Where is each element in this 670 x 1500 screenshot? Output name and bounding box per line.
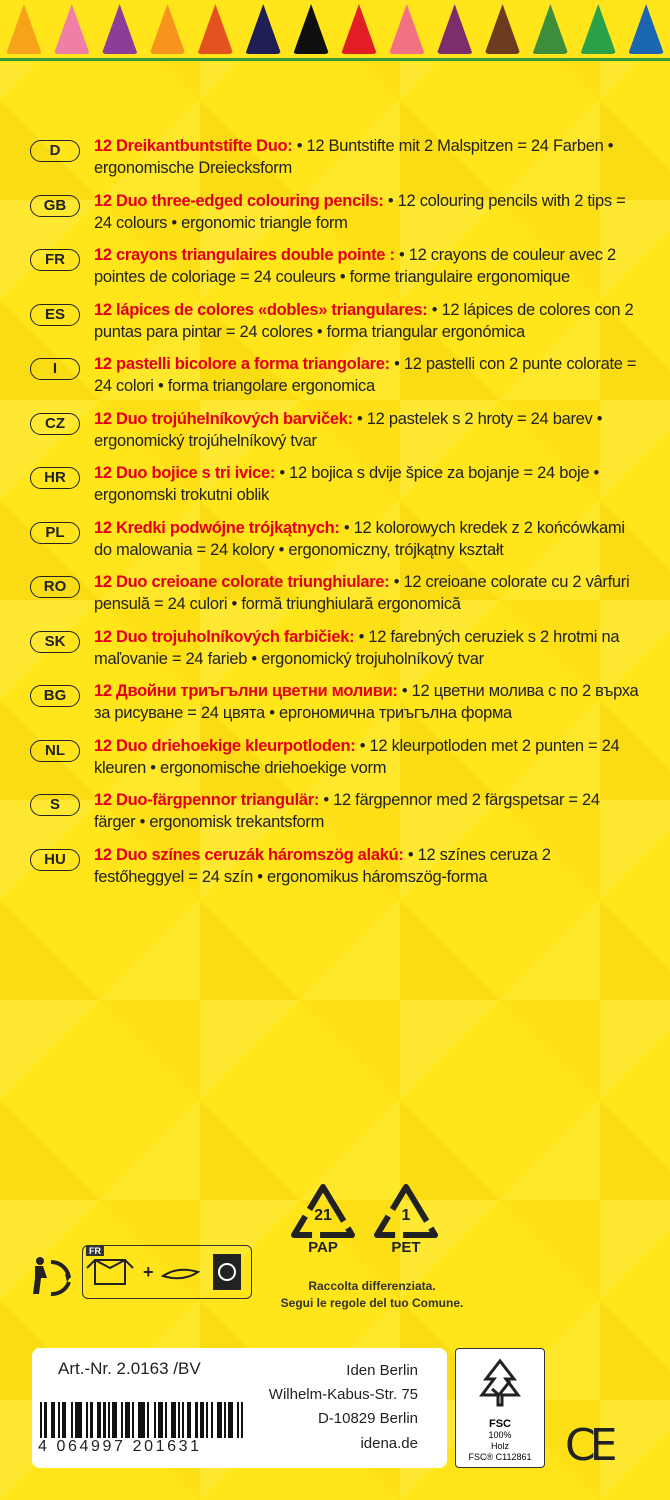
language-entry	[30, 517, 640, 572]
product-details: • 12 lápices de colores con 2 puntas para pintar = 24 colores • forma triangular ergonómica	[94, 300, 634, 341]
fsc-percent: 100%	[488, 1430, 512, 1440]
recycle-pet	[366, 1183, 446, 1256]
pap-number: 21	[314, 1207, 332, 1224]
language-description	[94, 408, 640, 452]
tree-check-icon	[470, 1355, 530, 1411]
website: idena.de	[360, 1435, 418, 1452]
fsc-logo	[455, 1348, 545, 1468]
product-details: • 12 цветни молива с по 2 върха за рисуване = 24 цвята • ергономична триъгълна форма	[94, 682, 639, 722]
pencil-tip	[287, 0, 335, 58]
language-entry	[30, 571, 640, 626]
pet-label: PET	[391, 1239, 421, 1256]
pencil-tip	[335, 0, 383, 58]
raccolta-line2: Segui le regole del tuo Comune.	[280, 1296, 464, 1310]
ce-mark: CE	[565, 1420, 612, 1471]
product-title: 12 Duo trojuholníkových farbičiek:	[94, 627, 355, 646]
language-code-badge: HU	[30, 849, 80, 871]
product-details: • 12 Buntstifte mit 2 Malspitzen = 24 Farben • ergonomische Dreiecksform	[94, 137, 614, 177]
language-code-badge: BG	[30, 685, 80, 707]
article-number: Art.-Nr. 2.0163 /BV	[58, 1359, 201, 1378]
ean-number: 4 064997 201631	[38, 1438, 202, 1455]
language-entry	[30, 408, 640, 463]
language-code-badge: FR	[30, 249, 80, 271]
language-description	[94, 353, 640, 397]
product-title: 12 Duo driehoekige kleurpotloden:	[94, 736, 356, 755]
pencil-tip	[622, 0, 670, 58]
raccolta-note	[272, 1278, 472, 1312]
fsc-material: Holz	[490, 1441, 509, 1451]
language-entry	[30, 244, 640, 299]
pencil-tip	[144, 0, 192, 58]
product-title: 12 crayons triangulaires double pointe :	[94, 246, 395, 264]
language-description	[94, 680, 640, 724]
company-name: Iden Berlin	[346, 1362, 418, 1379]
language-entry	[30, 353, 640, 408]
product-details: • 12 creioane colorate cu 2 vârfuri pensulă = 24 culori • formă triunghiulară ergonomică	[94, 573, 630, 613]
product-title: 12 Duo bojice s tri ivice:	[94, 464, 276, 482]
language-code-badge: RO	[30, 576, 80, 598]
product-title: 12 Двойни триъгълни цветни моливи:	[94, 682, 398, 700]
fr-sorting-info	[82, 1245, 252, 1299]
pencil-tip	[239, 0, 287, 58]
language-code-badge: PL	[30, 522, 80, 544]
product-details: • 12 colouring pencils with 2 tips = 24 colours • ergonomic triangle form	[94, 191, 626, 232]
language-description	[94, 735, 640, 779]
product-title: 12 Duo creioane colorate triunghiulare:	[94, 573, 390, 591]
product-title: 12 Duo three-edged colouring pencils:	[94, 191, 384, 210]
language-code-badge: NL	[30, 740, 80, 762]
language-description	[94, 190, 640, 234]
product-details: • 12 kleurpotloden met 2 punten = 24 kleuren • ergonomische driehoekige vorm	[94, 736, 620, 777]
language-entry	[30, 462, 640, 517]
language-entry	[30, 299, 640, 354]
product-title: 12 Kredki podwójne trójkątnych:	[94, 518, 340, 537]
street: Wilhelm-Kabus-Str. 75	[268, 1386, 418, 1403]
product-details: • 12 színes ceruza 2 festőheggyel = 24 szín • ergonomikus háromszög-forma	[94, 845, 551, 886]
language-description	[94, 462, 640, 506]
fsc-code: FSC® C112861	[468, 1452, 532, 1462]
barcode	[40, 1402, 250, 1438]
language-description	[94, 299, 640, 343]
fr-tag: FR	[86, 1246, 104, 1256]
address	[269, 1359, 418, 1431]
recycle-pap	[283, 1183, 363, 1256]
language-entry	[30, 190, 640, 245]
language-entry	[30, 789, 640, 844]
pencil-tip	[0, 0, 48, 58]
product-title: 12 Duo-färgpennor triangulär:	[94, 791, 320, 809]
language-description	[94, 571, 640, 615]
language-description	[94, 789, 640, 833]
product-details: • 12 pastelli con 2 punte colorate = 24 colori • forma triangolare ergonomica	[94, 355, 637, 395]
language-code-badge: CZ	[30, 413, 80, 435]
pencil-tip	[383, 0, 431, 58]
product-title: 12 Duo trojúhelníkových barviček:	[94, 409, 353, 428]
pet-number: 1	[401, 1207, 411, 1224]
pencil-tip	[96, 0, 144, 58]
language-description	[94, 135, 640, 179]
pencil-tip	[479, 0, 527, 58]
language-code-badge: SK	[30, 631, 80, 653]
pencil-tip	[574, 0, 622, 58]
language-code-badge: S	[30, 794, 80, 816]
pencil-tips-band	[0, 0, 670, 62]
language-entry	[30, 626, 640, 681]
product-details: • 12 kolorowych kredek z 2 końcówkami do malowania = 24 kolory • ergonomiczny, trójkątny kształt	[94, 518, 625, 559]
language-entry	[30, 735, 640, 790]
pap-label: PAP	[308, 1239, 338, 1256]
language-code-badge: I	[30, 358, 80, 380]
raccolta-line1: Raccolta differenziata.	[308, 1279, 436, 1293]
pencil-tip	[526, 0, 574, 58]
product-details: • 12 färgpennor med 2 färgspetsar = 24 färger • ergonomisk trekantsform	[94, 791, 600, 831]
product-details: • 12 bojica s dvije špice za bojanje = 24 boje • ergonomski trokutni oblik	[94, 464, 599, 504]
language-list	[30, 135, 640, 898]
language-description	[94, 244, 640, 288]
language-entry	[30, 680, 640, 735]
product-details: • 12 crayons de couleur avec 2 pointes de coloriage = 24 couleurs • forme triangulaire ergonomique	[94, 246, 616, 286]
language-description	[94, 844, 640, 888]
fsc-name: FSC	[489, 1418, 511, 1430]
product-details: • 12 farebných ceruziek s 2 hrotmi na maľovanie = 24 farieb • ergonomický trojuholníkový tvar	[94, 627, 620, 668]
language-code-badge: HR	[30, 467, 80, 489]
language-description	[94, 517, 640, 561]
pencil-tip	[191, 0, 239, 58]
product-title: 12 pastelli bicolore a forma triangolare:	[94, 355, 390, 373]
language-description	[94, 626, 640, 670]
product-title: 12 Duo színes ceruzák háromszög alakú:	[94, 845, 404, 864]
band-divider	[0, 58, 670, 61]
pencil-tip	[431, 0, 479, 58]
product-title: 12 Dreikantbuntstifte Duo:	[94, 137, 293, 155]
svg-text:+: +	[143, 1262, 154, 1282]
triman-icon	[25, 1252, 73, 1303]
language-entry	[30, 844, 640, 899]
product-title: 12 lápices de colores «dobles» triangulares:	[94, 300, 428, 319]
product-details: • 12 pastelek s 2 hroty = 24 barev • ergonomický trojúhelníkový tvar	[94, 409, 603, 450]
language-code-badge: ES	[30, 304, 80, 326]
city: D-10829 Berlin	[317, 1410, 418, 1427]
language-code-badge: GB	[30, 195, 80, 217]
language-entry	[30, 135, 640, 190]
pencil-tip	[48, 0, 96, 58]
language-code-badge: D	[30, 140, 80, 162]
